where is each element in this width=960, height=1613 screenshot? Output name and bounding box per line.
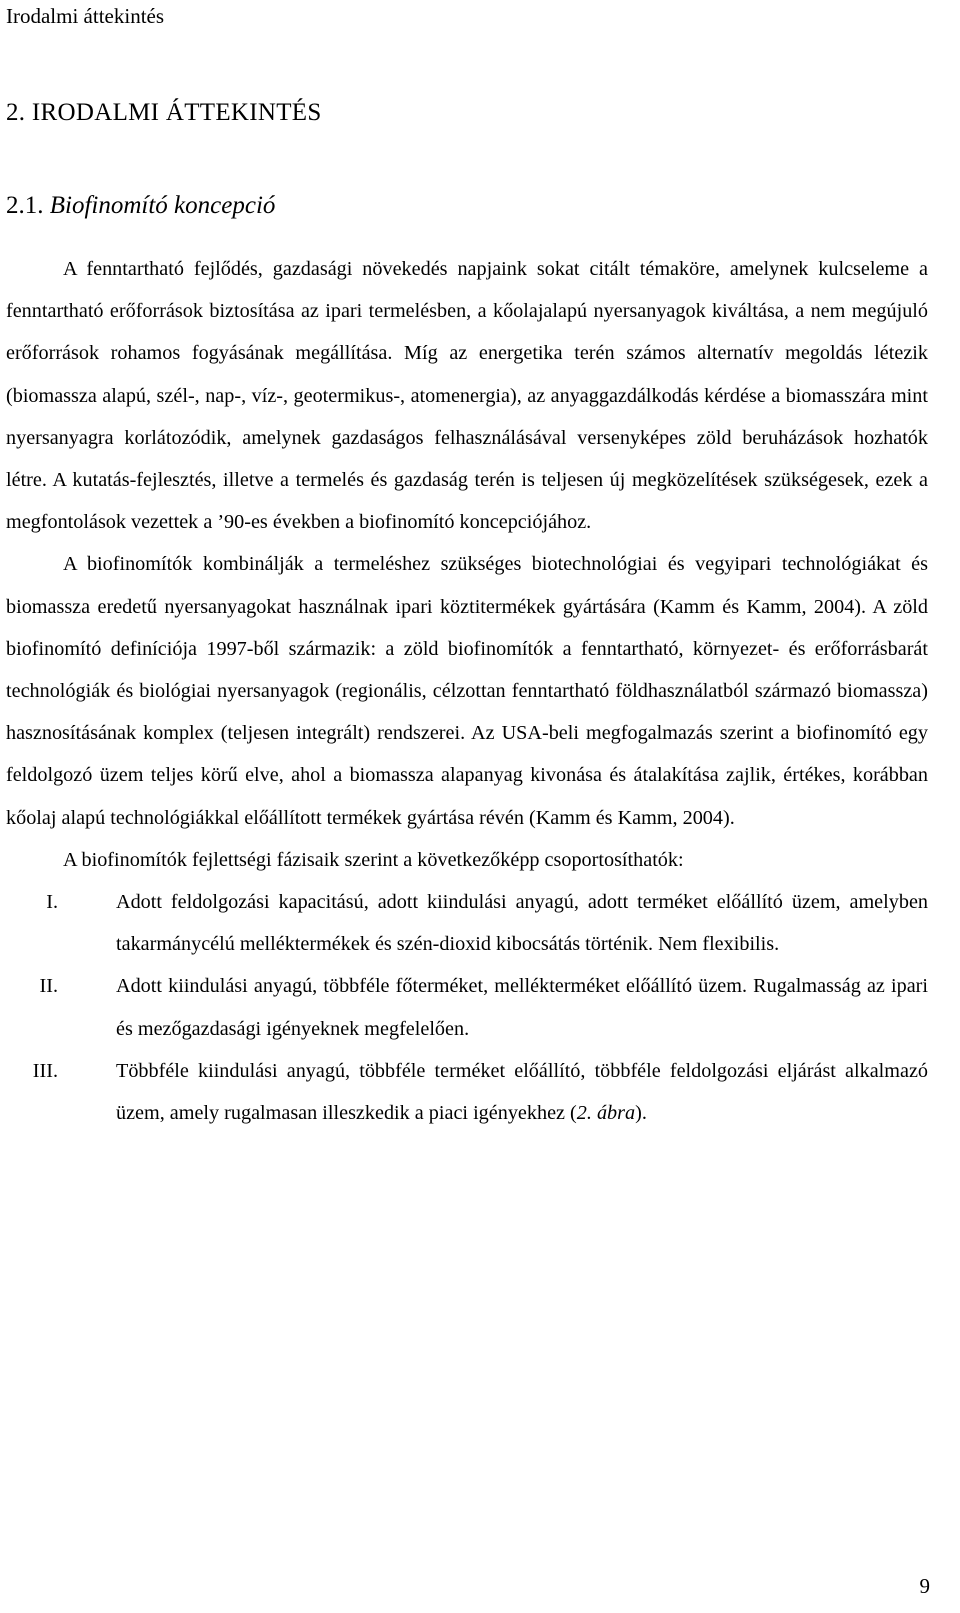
list-number: I. — [46, 891, 58, 914]
list-number: III. — [32, 1059, 58, 1082]
section-name: Biofinomító koncepció — [49, 192, 276, 219]
paragraph-3: A biofinomítók fejlettségi fázisaik szerint a következőképp csoportosíthatók: — [63, 848, 684, 871]
section-title — [6, 190, 275, 222]
list-item-text: Többféle kiindulási anyagú, többféle terméket előállító, többféle feldolgozási eljárást alkalmazó üzem, amely rugalmasan illeszkedik a piaci igényekhez ( — [116, 1059, 928, 1125]
list-item-text: Adott feldolgozási kapacitású, adott kiindulási anyagú, adott terméket előállító üzem, amelyben takarmánycélú melléktermékek és szén-dioxid kibocsátás történik. Nem flexibilis. — [116, 891, 928, 956]
phase-list — [6, 881, 928, 1134]
paragraph-1: A fenntartható fejlődés, gazdasági növekedés napjaink sokat citált témaköre, amelynek kulcseleme a fenntartható erőforrások biztosítása az ipari termelésben, a kőolajalapú nyersanyagok kiváltása, a nem megújuló erőforrások rohamos fogyásának megállítása. Míg az energetika terén számos alternatív megoldás létezik (biomassza alapú, szél-, nap-, víz-, geotermikus-, atomenergia), az anyaggazdálkodás kérdése a biomasszára mint nyersanyagra korlátozódik, amelynek gazdaságos felhasználásával versenyképes zöld beruházások hozhatók létre. A kutatás-fejlesztés, illetve a termelés és gazdaság terén is teljesen új megközelítések szükségesek, ezek a megfontolások vezettek a ’90-es években a biofinomító koncepciójához. — [6, 258, 928, 534]
list-item — [6, 965, 928, 1049]
list-item-text: Adott kiindulási anyagú, többféle főterméket, mellékterméket előállító üzem. Rugalmasság az ipari és mezőgazdasági igényeknek megfelelően. — [116, 975, 928, 1040]
body-text — [6, 248, 928, 1134]
page-number: 9 — [919, 1574, 930, 1598]
list-item — [6, 881, 928, 965]
list-item-tail: ). — [635, 1102, 647, 1125]
list-item — [6, 1050, 928, 1134]
figure-reference: 2. ábra — [576, 1102, 636, 1125]
chapter-title: 2. IRODALMI ÁTTEKINTÉS — [6, 99, 322, 126]
list-number: II. — [39, 975, 58, 998]
paragraph-2: A biofinomítók kombinálják a termeléshez szükséges biotechnológiai és vegyipari technológiákat és biomassza eredetű nyersanyagokat használnak ipari köztitermékek gyártására (Kamm és Kamm, 2004). A zöld biofinomító definíciója 1997-ből származik: a zöld biofinomítók a fenntartható, környezet- és erőforrásbarát technológiák és biológiai nyersanyagok (regionális, célzottan fenntartható földhasználatból származó biomassza) hasznosításának komplex (teljesen integrált) rendszerei. Az USA-beli megfogalmazás szerint a biofinomító egy feldolgozó üzem teljes körű elve, ahol a biomassza alapanyag kivonása és átalakítása zajlik, értékes, korábban kőolaj alapú technológiákkal előállított termékek gyártása révén (Kamm és Kamm, 2004). — [6, 553, 928, 829]
section-number: 2.1. — [6, 192, 44, 219]
running-header: Irodalmi áttekintés — [6, 4, 165, 28]
